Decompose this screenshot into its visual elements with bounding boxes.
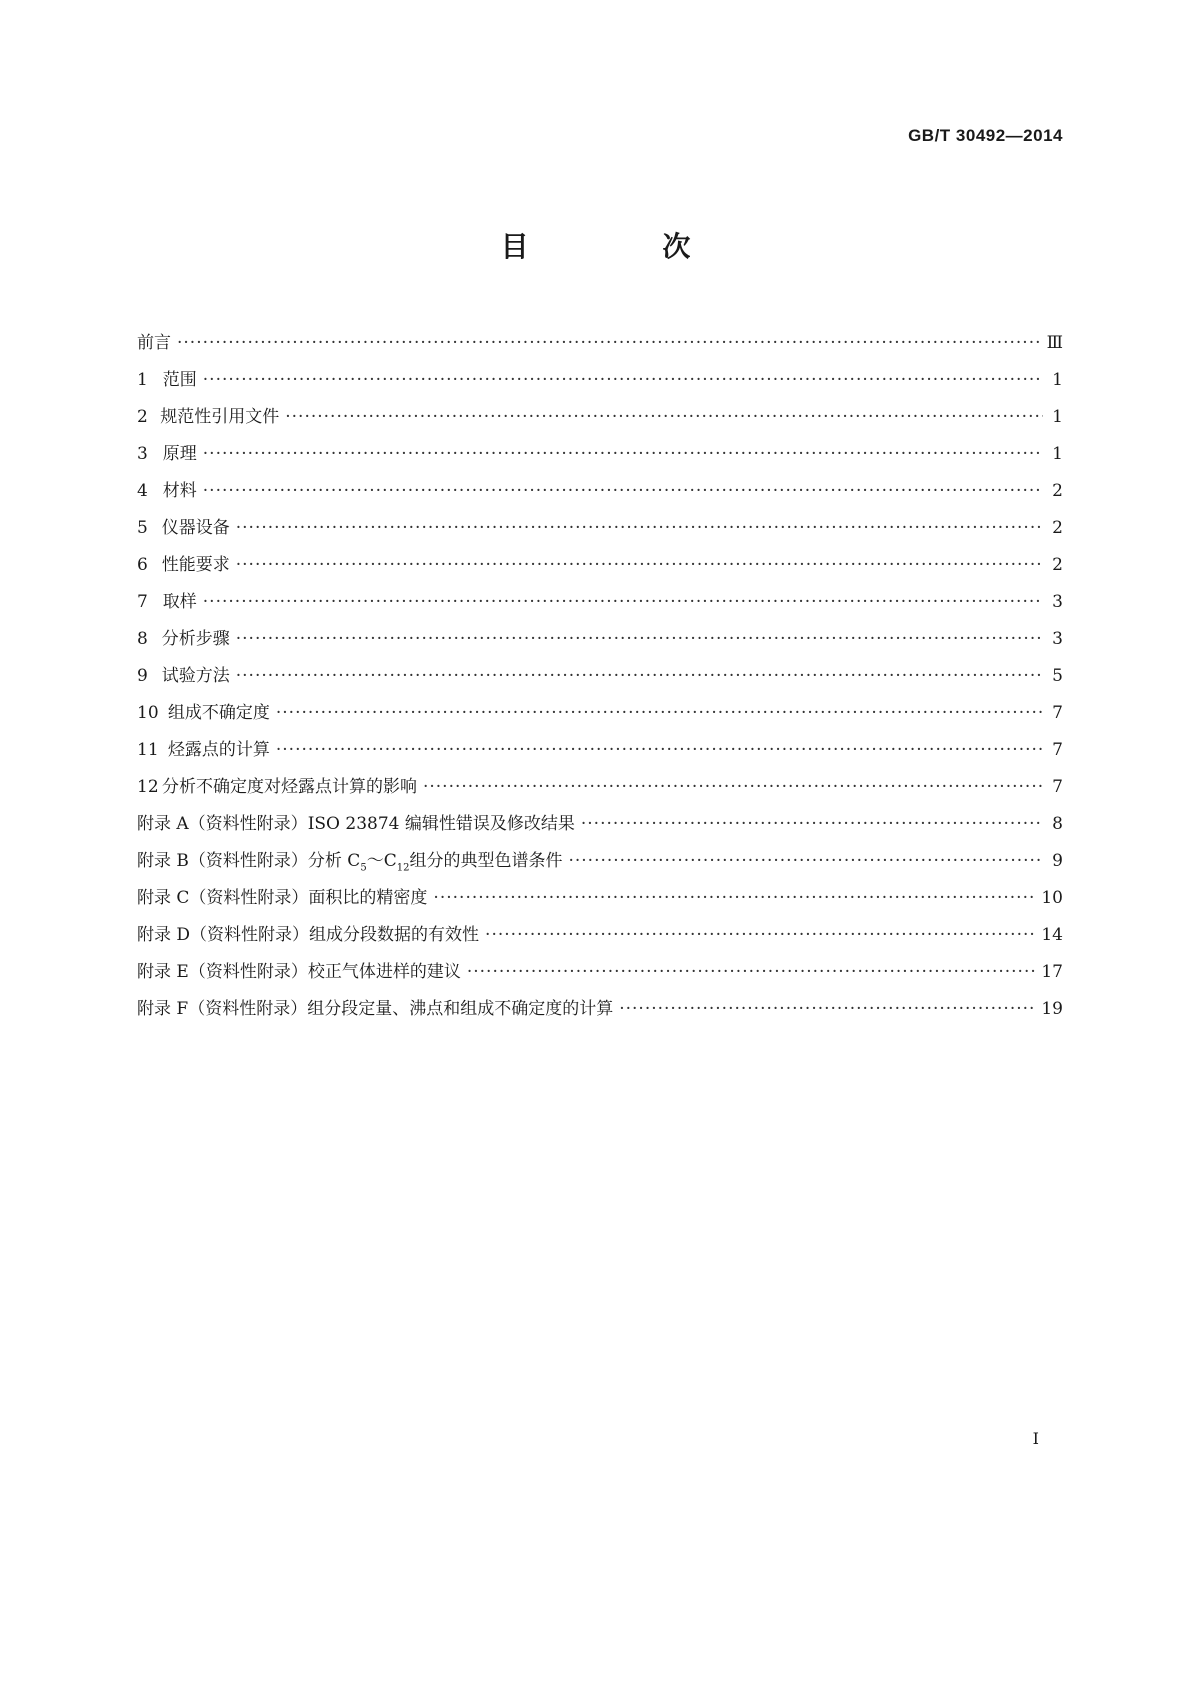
toc-annex-d[interactable] xyxy=(137,917,1063,954)
toc-entry-label: ISO 23874 编辑性错误及修改结果 xyxy=(307,814,575,834)
toc-entry-label: 仪器设备 xyxy=(161,518,230,538)
toc-entry-label: 性能要求 xyxy=(161,555,230,575)
subscript: 5 xyxy=(360,862,367,874)
toc-entry-5[interactable] xyxy=(137,510,1063,547)
toc-entry-label: 试验方法 xyxy=(161,666,230,686)
toc-annex-f[interactable] xyxy=(137,991,1063,1028)
toc-leader-dots xyxy=(485,917,1035,954)
toc-entry-10[interactable] xyxy=(137,695,1063,732)
toc-annex-b[interactable] xyxy=(137,843,1063,880)
toc-entry-label: 分析步骤 xyxy=(161,629,230,649)
toc-entry-label: 前言 xyxy=(137,333,171,353)
toc-leader-dots xyxy=(236,510,1043,547)
toc-entry-number: 1 xyxy=(137,370,148,390)
toc-entry-page: 2 xyxy=(1052,481,1063,501)
toc-entry-page: 1 xyxy=(1052,407,1063,427)
toc-entry-page: Ⅲ xyxy=(1046,333,1063,353)
toc-leader-dots xyxy=(285,399,1043,436)
toc-entry-4[interactable] xyxy=(137,473,1063,510)
toc-entry-2[interactable] xyxy=(137,399,1063,436)
toc-entry-page: 3 xyxy=(1052,629,1063,649)
toc-entry-label: 取样 xyxy=(162,592,197,612)
toc-annex-prefix: 附录 D（资料性附录） xyxy=(137,925,310,945)
toc-entry-number: 7 xyxy=(137,592,148,612)
toc-leader-dots xyxy=(581,806,1043,843)
toc-leader-dots xyxy=(276,732,1043,769)
toc-leader-dots xyxy=(568,843,1043,880)
toc-leader-dots xyxy=(423,769,1043,806)
toc-entry-label: 分析不确定度对烃露点计算的影响 xyxy=(161,777,417,797)
toc-leader-dots xyxy=(236,547,1043,584)
toc-entry-page: 2 xyxy=(1052,518,1063,538)
label-part: ～C xyxy=(366,851,397,871)
toc-entry-3[interactable] xyxy=(137,436,1063,473)
toc-entry-number: 10 xyxy=(137,703,159,723)
subscript: 12 xyxy=(396,862,410,874)
toc-entry-label: 校正气体进样的建议 xyxy=(307,962,461,982)
toc-entry-number: 2 xyxy=(137,407,148,427)
toc-leader-dots xyxy=(236,658,1043,695)
toc-leader-dots xyxy=(236,621,1043,658)
toc-leader-dots xyxy=(203,362,1043,399)
page-number: I xyxy=(1032,1429,1039,1448)
toc-entry-page: 17 xyxy=(1041,962,1063,982)
toc-entry-number: 5 xyxy=(137,518,148,538)
toc-entry-label: 规范性引用文件 xyxy=(160,407,280,427)
toc-leader-dots xyxy=(203,436,1043,473)
toc-entry-1[interactable] xyxy=(137,362,1063,399)
toc-leader-dots xyxy=(203,473,1043,510)
toc-entry-page: 10 xyxy=(1041,888,1063,908)
toc-leader-dots xyxy=(433,880,1035,917)
toc-entry-page: 7 xyxy=(1052,777,1063,797)
label-part: 分析 C xyxy=(307,851,361,871)
toc-leader-dots xyxy=(177,325,1041,362)
toc-entry-number: 3 xyxy=(137,444,148,464)
toc-annex-prefix: 附录 B（资料性附录） xyxy=(137,851,308,871)
toc-entry-7[interactable] xyxy=(137,584,1063,621)
toc-entry-8[interactable] xyxy=(137,621,1063,658)
toc-entry-label: 组成不确定度 xyxy=(167,703,270,723)
toc-entry-page: 1 xyxy=(1052,444,1063,464)
toc-entry-number: 8 xyxy=(137,629,148,649)
toc-leader-dots xyxy=(467,954,1036,991)
toc-annex-prefix: 附录 C（资料性附录） xyxy=(137,888,309,908)
toc-entry-label: 面积比的精密度 xyxy=(308,888,428,908)
toc-entry-label: 组分段定量、沸点和组成不确定度的计算 xyxy=(307,999,614,1019)
toc-entry-label: 范围 xyxy=(162,370,197,390)
toc-entry-label: 烃露点的计算 xyxy=(167,740,270,760)
toc-entry-page: 9 xyxy=(1052,851,1063,871)
toc-title: 目 次 xyxy=(500,230,753,263)
toc-annex-prefix: 附录 F（资料性附录） xyxy=(137,999,308,1019)
toc-leader-dots xyxy=(276,695,1043,732)
toc-annex-a[interactable] xyxy=(137,806,1063,843)
toc-entry-number: 6 xyxy=(137,555,148,575)
toc-leader-dots xyxy=(619,991,1035,1028)
table-of-contents xyxy=(137,325,1063,1028)
toc-entry-page: 5 xyxy=(1052,666,1063,686)
toc-annex-e[interactable] xyxy=(137,954,1063,991)
toc-entry-foreword[interactable] xyxy=(137,325,1063,362)
toc-leader-dots xyxy=(203,584,1043,621)
toc-entry-page: 8 xyxy=(1052,814,1063,834)
toc-entry-page: 3 xyxy=(1052,592,1063,612)
toc-entry-12[interactable] xyxy=(137,769,1063,806)
toc-entry-6[interactable] xyxy=(137,547,1063,584)
toc-entry-label: 原理 xyxy=(162,444,197,464)
toc-annex-c[interactable] xyxy=(137,880,1063,917)
toc-entry-label: 组成分段数据的有效性 xyxy=(309,925,480,945)
standard-code: GB/T 30492—2014 xyxy=(908,126,1063,145)
toc-annex-prefix: 附录 E（资料性附录） xyxy=(137,962,308,982)
toc-entry-page: 1 xyxy=(1052,370,1063,390)
toc-entry-page: 19 xyxy=(1041,999,1063,1019)
toc-entry-label: 材料 xyxy=(162,481,197,501)
toc-entry-number: 9 xyxy=(137,666,148,686)
toc-entry-page: 14 xyxy=(1041,925,1063,945)
toc-entry-9[interactable] xyxy=(137,658,1063,695)
toc-entry-page: 2 xyxy=(1052,555,1063,575)
toc-entry-11[interactable] xyxy=(137,732,1063,769)
toc-entry-number: 4 xyxy=(137,481,148,501)
toc-annex-prefix: 附录 A（资料性附录） xyxy=(137,814,308,834)
label-part: 组分的典型色谱条件 xyxy=(409,851,563,871)
toc-entry-page: 7 xyxy=(1052,740,1063,760)
toc-entry-page: 7 xyxy=(1052,703,1063,723)
toc-entry-number: 11 xyxy=(137,740,159,760)
toc-entry-number: 12 xyxy=(137,777,159,797)
